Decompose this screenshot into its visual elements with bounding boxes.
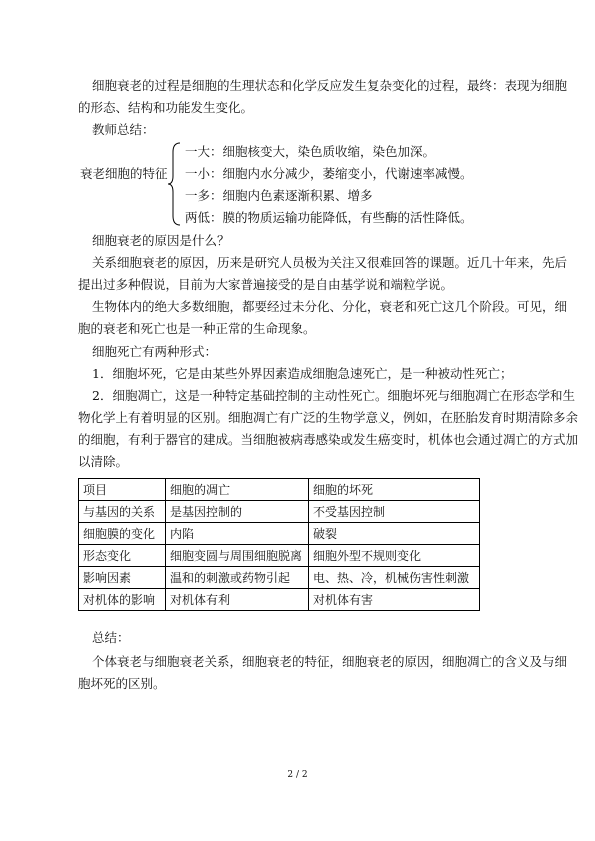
table-row <box>79 501 480 523</box>
table-row <box>79 523 480 545</box>
paragraph-line: 提出过多种假说，目前为大家普遍接受的是自由基学说和端粒学说。 <box>78 277 454 292</box>
table-cell: 是基因控制的 <box>166 501 309 523</box>
feature-item: 两低：膜的物质运输功能降低，有些酶的活性降低。 <box>185 210 473 225</box>
paragraph-line: 物化学上有着明显的区别。细胞凋亡有广泛的生物学意义，例如，在胚胎发育时期清除多余 <box>78 410 579 425</box>
paragraph-line: 关系细胞衰老的原因，历来是研究人员极为关注又很难回答的课题。近几十年来，先后 <box>92 255 568 270</box>
table-cell: 内陷 <box>166 523 309 545</box>
table-cell: 细胞变圆与周围细胞脱离 <box>166 545 309 567</box>
paragraph-line: 的形态、结构和功能发生变化。 <box>78 100 254 115</box>
paragraph-line: 个体衰老与细胞衰老关系，细胞衰老的特征，细胞衰老的原因，细胞凋亡的含义及与细 <box>92 654 568 669</box>
paragraph-line: 胞的衰老和死亡也是一种正常的生命现象。 <box>78 321 316 336</box>
paragraph-line: 胞坏死的区别。 <box>78 676 166 691</box>
comparison-table <box>78 478 480 611</box>
table-cell: 细胞膜的变化 <box>79 523 166 545</box>
table-cell: 细胞外型不规则变化 <box>309 545 480 567</box>
table-cell: 不受基因控制 <box>309 501 480 523</box>
section-heading: 教师总结： <box>92 122 155 137</box>
curly-brace-icon <box>167 142 181 226</box>
page-number: 2 / 2 <box>287 770 308 780</box>
table-cell: 电、热、冷，机械伤害性刺激 <box>309 567 480 589</box>
paragraph-line: 细胞死亡有两种形式： <box>92 344 218 359</box>
paragraph-line: 2．细胞凋亡，这是一种特定基础控制的主动性死亡。细胞坏死与细胞凋亡在形态学和生 <box>92 388 575 403</box>
paragraph-line: 细胞衰老的过程是细胞的生理状态和化学反应发生复杂变化的过程，最终：表现为细胞 <box>92 78 568 93</box>
table-cell: 形态变化 <box>79 545 166 567</box>
table-cell: 影响因素 <box>79 567 166 589</box>
feature-item: 一多：细胞内色素逐渐积累、增多 <box>185 188 373 203</box>
table-cell: 对机体有利 <box>166 589 309 611</box>
paragraph-line: 以清除。 <box>78 454 129 469</box>
table-cell: 项目 <box>79 479 166 501</box>
table-cell: 对机体有害 <box>309 589 480 611</box>
table-row <box>79 545 480 567</box>
features-label: 衰老细胞的特征 <box>80 166 168 181</box>
paragraph-line: 的细胞，有利于器官的建成。当细胞被病毒感染或发生癌变时，机体也会通过凋亡的方式加 <box>78 432 579 447</box>
feature-item: 一小：细胞内水分减少，萎缩变小，代谢速率减慢。 <box>185 166 473 181</box>
table-row <box>79 479 480 501</box>
table-cell: 温和的刺激或药物引起 <box>166 567 309 589</box>
feature-item: 一大：细胞核变大，染色质收缩，染色加深。 <box>185 144 436 159</box>
question-line: 细胞衰老的原因是什么？ <box>92 233 230 248</box>
table-cell: 对机体的影响 <box>79 589 166 611</box>
table-cell: 破裂 <box>309 523 480 545</box>
table-cell: 细胞的凋亡 <box>166 479 309 501</box>
table-cell: 与基因的关系 <box>79 501 166 523</box>
table-row <box>79 589 480 611</box>
paragraph-line: 生物体内的绝大多数细胞，都要经过未分化、分化，衰老和死亡这几个阶段。可见，细 <box>92 299 568 314</box>
table-row <box>79 567 480 589</box>
paragraph-line: 1．细胞坏死，它是由某些外界因素造成细胞急速死亡，是一种被动性死亡； <box>92 366 513 381</box>
section-heading: 总结： <box>92 630 130 645</box>
table-cell: 细胞的坏死 <box>309 479 480 501</box>
